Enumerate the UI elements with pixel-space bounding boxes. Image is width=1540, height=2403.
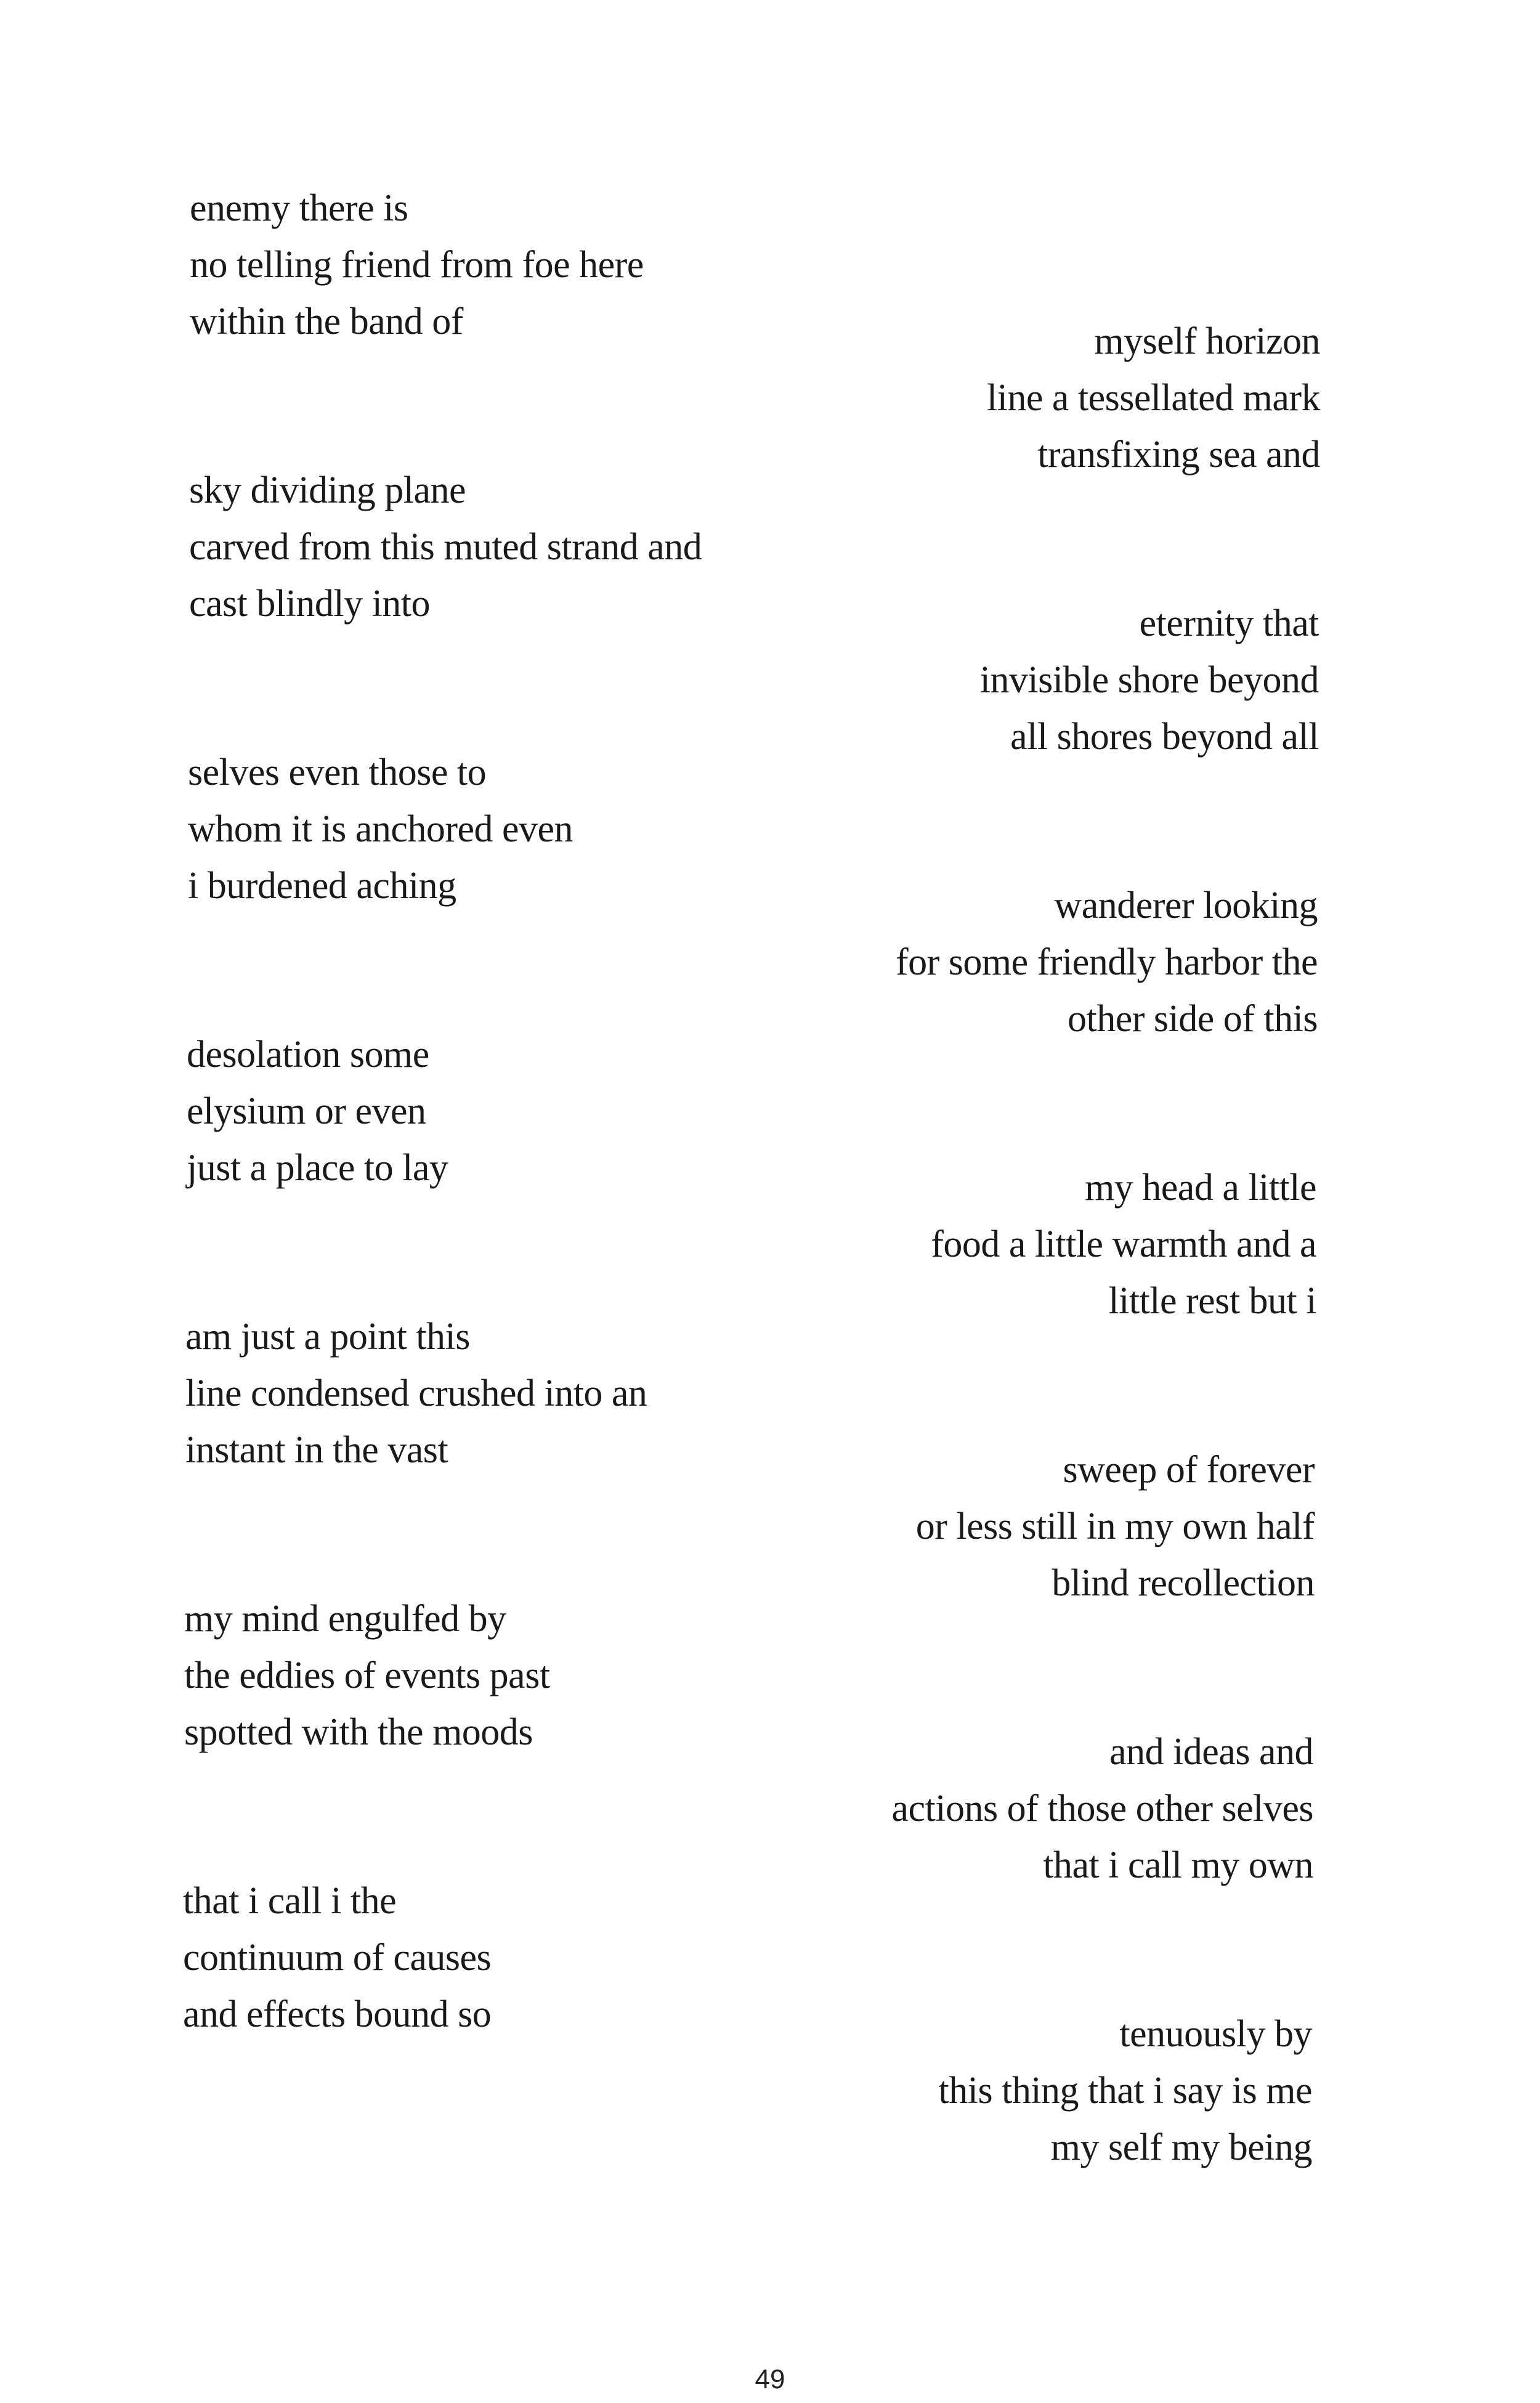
poem-line: my self my being bbox=[1050, 2126, 1312, 2168]
stanza-right-6 bbox=[891, 1724, 1313, 1894]
stanza-left-5 bbox=[185, 1308, 647, 1478]
stanza-left-3 bbox=[188, 744, 573, 914]
poem-line: all shores beyond all bbox=[1010, 716, 1319, 758]
poem-line: that i call i the bbox=[183, 1880, 397, 1922]
poem-line: sweep of forever bbox=[1063, 1449, 1315, 1491]
poem-line: desolation some bbox=[187, 1034, 429, 1076]
poem-line: the eddies of events past bbox=[184, 1655, 550, 1696]
stanza-right-1 bbox=[987, 313, 1320, 483]
poem-line: no telling friend from foe here bbox=[190, 244, 644, 286]
poem-line: line a tessellated mark bbox=[986, 377, 1320, 419]
poem-line: actions of those other selves bbox=[891, 1788, 1313, 1830]
stanza-left-7 bbox=[183, 1873, 491, 2043]
poem-line: my mind engulfed by bbox=[184, 1598, 506, 1640]
stanza-right-2 bbox=[980, 595, 1319, 765]
poem-line: eternity that bbox=[1139, 602, 1319, 644]
poem-line: or less still in my own half bbox=[915, 1505, 1315, 1547]
poem-line: myself horizon bbox=[1094, 320, 1320, 362]
poem-line: and ideas and bbox=[1109, 1731, 1313, 1773]
poem-line: invisible shore beyond bbox=[979, 659, 1319, 701]
poem-line: continuum of causes bbox=[183, 1937, 492, 1979]
poem-line: and effects bound so bbox=[183, 1993, 492, 2035]
poem-line: tenuously by bbox=[1119, 2013, 1312, 2055]
poem-line: transfixing sea and bbox=[1037, 434, 1320, 476]
poem-line: that i call my own bbox=[1043, 1844, 1313, 1886]
stanza-left-2 bbox=[189, 462, 702, 632]
poem-line: line condensed crushed into an bbox=[185, 1372, 647, 1414]
poem-line: food a little warmth and a bbox=[931, 1223, 1316, 1265]
poem-line: spotted with the moods bbox=[184, 1711, 533, 1753]
poem-line: sky dividing plane bbox=[189, 469, 466, 511]
stanza-right-7 bbox=[939, 2006, 1312, 2176]
poem-line: blind recollection bbox=[1052, 1562, 1315, 1604]
stanza-right-5 bbox=[916, 1441, 1315, 1611]
poem-line: selves even those to bbox=[188, 752, 487, 793]
poem-line: instant in the vast bbox=[185, 1429, 448, 1471]
poem-line: am just a point this bbox=[185, 1316, 470, 1358]
stanza-right-4 bbox=[931, 1159, 1316, 1329]
poem-line: wanderer looking bbox=[1054, 885, 1318, 926]
poem-line: just a place to lay bbox=[187, 1147, 448, 1189]
page-number: 49 bbox=[755, 2364, 785, 2394]
poem-line: whom it is anchored even bbox=[188, 808, 573, 850]
poem-line: other side of this bbox=[1068, 998, 1318, 1040]
stanza-left-1 bbox=[190, 180, 644, 350]
stanza-left-4 bbox=[187, 1026, 448, 1196]
poem-line: little rest but i bbox=[1108, 1280, 1316, 1322]
poem-line: carved from this muted strand and bbox=[189, 526, 702, 568]
stanza-left-6 bbox=[184, 1591, 550, 1761]
poem-line: enemy there is bbox=[190, 187, 408, 229]
poem-line: for some friendly harbor the bbox=[896, 941, 1318, 983]
stanza-right-3 bbox=[896, 877, 1318, 1047]
poem-line: cast blindly into bbox=[189, 583, 431, 625]
poem-line: my head a little bbox=[1085, 1167, 1316, 1209]
poem-line: i burdened aching bbox=[188, 865, 456, 907]
poem-line: elysium or even bbox=[187, 1090, 426, 1132]
poem-line: this thing that i say is me bbox=[938, 2070, 1312, 2112]
poem-line: within the band of bbox=[190, 301, 463, 342]
